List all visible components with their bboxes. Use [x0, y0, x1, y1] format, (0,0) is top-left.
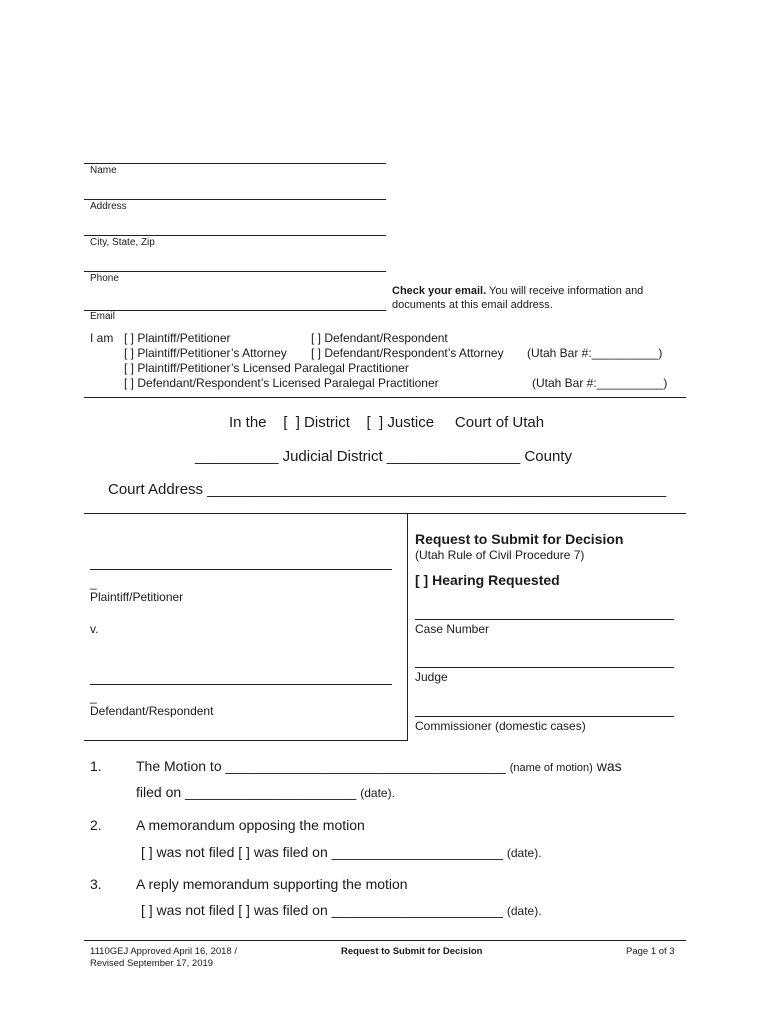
case-number-label: Case Number [415, 622, 490, 636]
document-title: Request to Submit for Decision [415, 531, 624, 547]
item-1-date-text: filed on ______________________ [136, 784, 357, 800]
footer-page-number: Page 1 of 3 [626, 946, 675, 957]
rule-citation: (Utah Rule of Civil Procedure 7) [415, 548, 585, 562]
judge-label: Judge [415, 670, 448, 684]
plaintiff-lpp-checkbox[interactable]: [ ] Plaintiff/Petitioner’s Licensed Paralegal Practitioner [124, 361, 409, 375]
defendant-label: Defendant/Respondent [90, 704, 214, 718]
item-1-was: was [596, 758, 622, 774]
phone-label: Phone [90, 273, 119, 284]
footer-title: Request to Submit for Decision [341, 946, 483, 957]
item-1-motion-field[interactable] [136, 758, 622, 774]
court-type-line[interactable]: In the [ ] District [ ] Justice Court of Utah [229, 414, 545, 431]
defendant-checkbox[interactable]: [ ] Defendant/Respondent [311, 331, 448, 345]
commissioner-label: Commissioner (domestic cases) [415, 719, 586, 733]
item-2-date-hint: (date). [506, 846, 542, 860]
email-label: Email [90, 311, 116, 322]
item-1-date-hint: (date). [360, 786, 395, 800]
item-3-date-hint: (date). [506, 904, 542, 918]
caption-divider [407, 514, 408, 741]
court-address-line[interactable]: Court Address _______________________________________________________ [108, 481, 667, 498]
phone-line[interactable] [84, 271, 386, 272]
defendant-underscore: _ [90, 690, 97, 704]
caption-top-border [84, 513, 686, 514]
item-3-number: 3. [90, 876, 102, 892]
plaintiff-checkbox[interactable]: [ ] Plaintiff/Petitioner [124, 331, 231, 345]
section-divider [84, 397, 686, 398]
defendant-attorney-checkbox[interactable]: [ ] Defendant/Respondent’s Attorney [311, 346, 504, 360]
item-1-motion-hint: (name of motion) [509, 762, 593, 774]
plaintiff-underscore: _ [90, 576, 97, 590]
city-state-zip-label: City, State, Zip [90, 237, 155, 248]
plaintiff-label: Plaintiff/Petitioner [90, 590, 184, 604]
utah-bar-field-1[interactable]: (Utah Bar #:__________) [527, 346, 663, 360]
footer-form-id-line2: Revised September 17, 2019 [90, 958, 214, 969]
email-line[interactable] [84, 310, 386, 311]
name-label: Name [90, 165, 117, 176]
caption-bottom-border [84, 740, 407, 741]
city-state-zip-line[interactable] [84, 235, 386, 236]
address-line[interactable] [84, 199, 386, 200]
plaintiff-name-line[interactable] [90, 569, 392, 570]
item-1-motion-text: The Motion to ____________________________________ [136, 758, 506, 774]
item-1-number: 1. [90, 758, 102, 774]
item-3-checkboxes[interactable]: [ ] was not filed [ ] was filed on ______________________ [141, 902, 503, 918]
item-3-options[interactable] [141, 902, 542, 918]
case-number-line[interactable] [415, 619, 674, 620]
footer-form-id-line1: 1110GEJ Approved April 16, 2018 / [90, 946, 237, 957]
commissioner-line[interactable] [415, 716, 674, 717]
item-2-options[interactable] [141, 844, 542, 860]
i-am-label: I am [90, 331, 114, 345]
footer-form-id [90, 946, 237, 970]
defendant-lpp-checkbox[interactable]: [ ] Defendant/Respondent’s Licensed Paralegal Practitioner [124, 376, 439, 390]
footer-divider [84, 940, 686, 941]
email-notice-text: You will receive information and documents at this email address. [392, 285, 644, 311]
item-1-date-field[interactable] [136, 784, 395, 800]
plaintiff-attorney-checkbox[interactable]: [ ] Plaintiff/Petitioner’s Attorney [124, 346, 287, 360]
versus-label: v. [90, 622, 99, 636]
name-line[interactable] [84, 163, 386, 164]
defendant-name-line[interactable] [90, 684, 392, 685]
item-2-text: A memorandum opposing the motion [136, 817, 365, 833]
item-2-number: 2. [90, 817, 102, 833]
item-2-checkboxes[interactable]: [ ] was not filed [ ] was filed on ______________________ [141, 844, 503, 860]
utah-bar-field-2[interactable]: (Utah Bar #:__________) [532, 376, 668, 390]
email-notice [392, 284, 672, 312]
hearing-requested-checkbox[interactable]: [ ] Hearing Requested [415, 572, 560, 588]
item-3-text: A reply memorandum supporting the motion [136, 876, 408, 892]
address-label: Address [90, 201, 127, 212]
email-notice-bold: Check your email. [392, 285, 487, 297]
judge-line[interactable] [415, 667, 674, 668]
judicial-district-line[interactable]: __________ Judicial District ________________ County [195, 448, 572, 465]
